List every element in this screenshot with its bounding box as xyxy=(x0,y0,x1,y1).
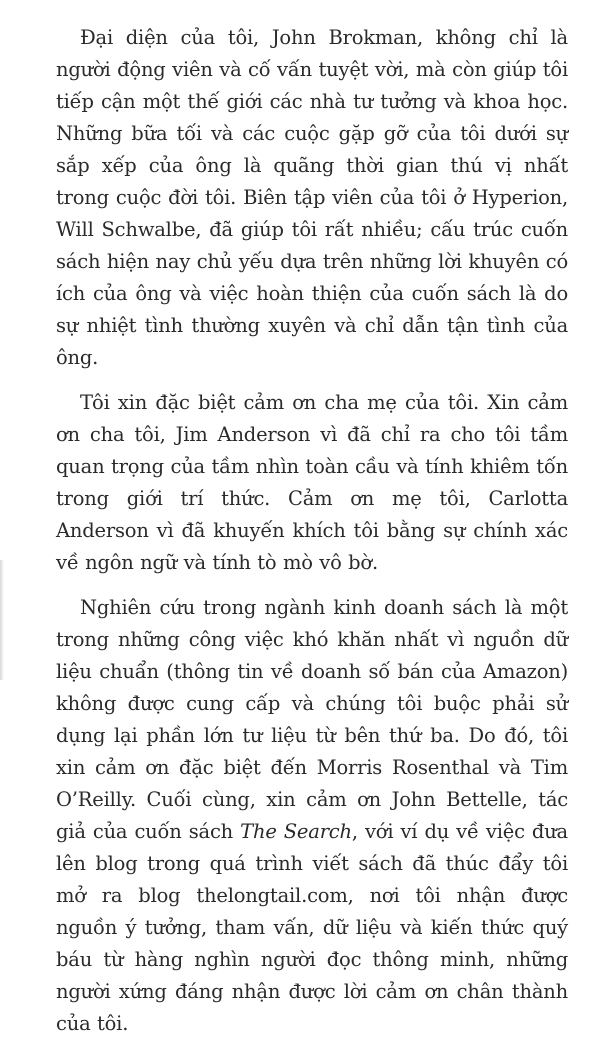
page-edge-shadow xyxy=(0,560,4,680)
book-title-italic: The Search xyxy=(240,820,352,843)
paragraph-parents xyxy=(56,387,568,579)
acknowledgements-text xyxy=(56,22,568,1040)
paragraph-text: Nghiên cứu trong ngành kinh doanh sách là một trong những công việc khó khăn nhất vì nguồn dữ liệu chuẩn (thông tin về doanh số bán của Amazon) không được cung cấp và chúng tôi buộc phải sử dụng lại phần lớn tư liệu từ bên thứ ba. Do đó, tôi xin cảm ơn đặc biệt đến Morris Rosenthal và Tim O’Reilly. Cuối cùng, xin cảm ơn John Bettelle, tác giả của cuốn sách xyxy=(56,596,568,843)
paragraph-text: Đại diện của tôi, John Brokman, không chỉ là người động viên và cố vấn tuyệt vời, mà còn giúp tôi tiếp cận một thế giới các nhà tư tưởng và khoa học. Những bữa tối và các cuộc gặp gỡ của tôi dưới sự sắp xếp của ông là quãng thời gian thú vị nhất trong cuộc đời tôi. Biên tập viên của tôi ở Hyperion, Will Schwalbe, đã giúp tôi rất nhiều; cấu trúc cuốn sách hiện nay chủ yếu dựa trên những lời khuyên có ích của ông và việc hoàn thiện của cuốn sách là do sự nhiệt tình thường xuyên và chỉ dẫn tận tình của ông. xyxy=(56,26,568,369)
paragraph-research xyxy=(56,592,568,1040)
paragraph-text: Tôi xin đặc biệt cảm ơn cha mẹ của tôi. Xin cảm ơn cha tôi, Jim Anderson vì đã chỉ ra cho tôi tầm quan trọng của tầm nhìn toàn cầu và tính khiêm tốn trong giới trí thức. Cảm ơn mẹ tôi, Carlotta Anderson vì đã khuyến khích tôi bằng sự chính xác về ngôn ngữ và tính tò mò vô bờ. xyxy=(56,391,568,574)
paragraph-agent-editor xyxy=(56,22,568,374)
paragraph-text: , với ví dụ về việc đưa lên blog trong quá trình viết sách đã thúc đẩy tôi mở ra blog thelongtail.com, nơi tôi nhận được nguồn ý tưởng, tham vấn, dữ liệu và kiến thức quý báu từ hàng nghìn người đọc thông minh, những người xứng đáng nhận được lời cảm ơn chân thành của tôi. xyxy=(56,820,568,1035)
